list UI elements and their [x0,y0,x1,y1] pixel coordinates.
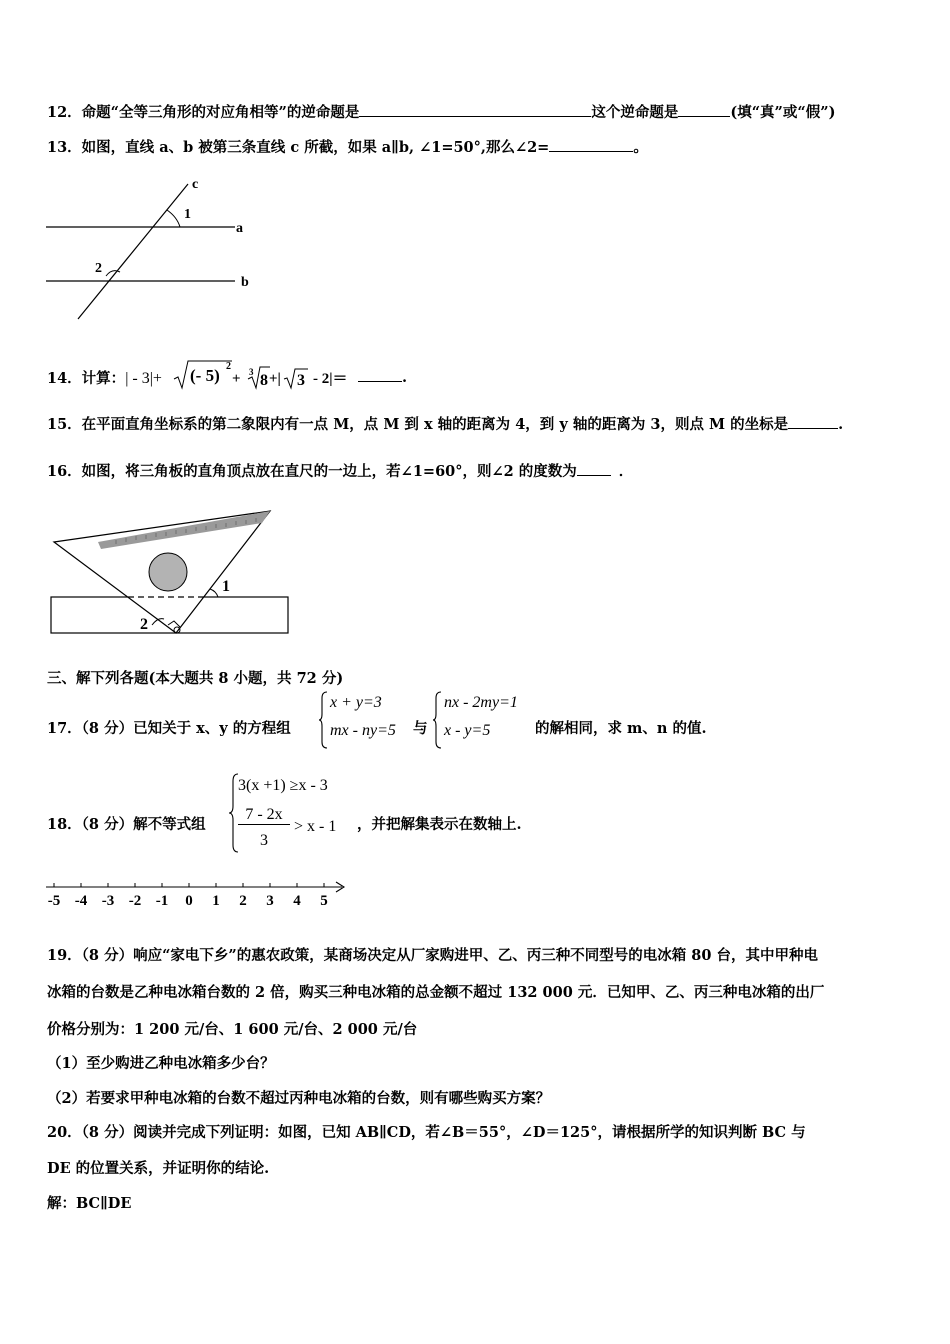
q18-text-a: 18．（8 分）解不等式组 [47,816,206,833]
q17-sys2-row2: x - y=5 [444,722,491,739]
q16-figure [46,505,296,640]
q18-frac-den: 3 [260,832,268,849]
q14-expr-1: | - 3|+ [125,370,162,387]
q14-exponent: 2 [226,361,231,372]
q13-text-b: 。 [633,139,648,156]
q20-answer: 解：BC∥DE [47,1195,132,1212]
q12-text-a: 12．命题“全等三角形的对应角相等”的逆命题是 [47,104,360,121]
axis-tick-label: -3 [101,893,115,909]
q15 [47,413,843,434]
q17-with: 与 [413,720,428,737]
q19-sub2: （2）若要求甲种电冰箱的台数不超过丙种电冰箱的台数，则有哪些购买方案？ [47,1090,551,1107]
q19-line3: 价格分别为：1 200 元/台、1 600 元/台、2 000 元/台 [47,1021,418,1038]
q14-cube-radicand: 8 [260,372,268,389]
label-2: 2 [140,616,148,633]
q14-expr-3: - 2|＝ [313,371,348,387]
axis-tick-label: -2 [128,893,142,909]
q20-line2: DE 的位置关系，并证明你的结论. [47,1160,270,1177]
q14-cube-index: 3 [249,367,254,377]
q15-blank[interactable] [788,414,838,429]
axis-tick-label: 1 [212,893,220,909]
q13-text-a: 13．如图，直线 a、b 被第三条直线 c 所截，如果 a∥b, ∠1=50°,那么∠2= [47,139,550,156]
q12-text-b: 这个逆命题是 [591,104,679,121]
label-a: a [236,221,243,236]
q20-line1: 20．（8 分）阅读并完成下列证明：如图，已知 AB∥CD，若∠B＝55°，∠D＝125°，请根据所学的知识判断 BC 与 [47,1124,806,1141]
q14-radicand: (- 5) [190,366,220,385]
q17-sys1-row2: mx - ny=5 [330,722,396,739]
angle-1-arc [210,589,218,597]
q14-radicals [172,355,372,395]
q14-end: . [402,369,408,386]
label-1: 1 [222,578,230,595]
axis-tick-label: 2 [239,893,247,909]
q17-system-2 [432,690,542,750]
axis-tick-label: 0 [185,893,193,909]
q14-expr-2: +| [269,371,281,387]
section-heading: 三、解下列各题(本大题共 8 小题，共 72 分) [47,670,344,687]
line-c [78,184,188,319]
q14 [47,367,162,391]
label-b: b [241,275,249,290]
q14-plus1: + [232,371,241,387]
angle-1-arc [167,210,180,227]
q17-sys1-row1: x + y=3 [330,694,382,711]
q14-sqrt3: 3 [297,372,305,389]
circle-hole [149,553,187,591]
q17-text-a: 17．（8 分）已知关于 x、y 的方程组 [47,720,291,737]
q17-system-1 [318,690,418,750]
label-1: 1 [184,207,191,222]
axis-tick-label: 3 [266,893,274,909]
axis-tick-label: -1 [155,893,169,909]
q18-row1: 3(x +1) ≥x - 3 [238,777,328,794]
q15-text-b: . [838,416,844,433]
q12-blank-1[interactable] [359,102,591,117]
q19-line1: 19．（8 分）响应“家电下乡”的惠农政策，某商场决定从厂家购进甲、乙、丙三种不同型号的电冰箱 80 台，其中甲种电 [47,947,819,964]
q12-blank-2[interactable] [678,102,730,117]
q18-row2-rest: > x - 1 [294,818,337,835]
q16-text-a: 16．如图，将三角板的直角顶点放在直尺的一边上，若∠1=60°，则∠2 的度数为 [47,463,577,480]
q12-text-c: (填“真”或“假”) [730,104,836,121]
q12 [47,101,835,122]
q14-blank[interactable] [358,367,402,382]
q14-prefix: 14．计算： [47,370,126,387]
q16-text-b: ． [618,463,634,480]
q13 [47,136,648,157]
q15-text-a: 15．在平面直角坐标系的第二象限内有一点 M，点 M 到 x 轴的距离为 4，到 y 轴的距离为 3，则点 M 的坐标是 [47,416,789,433]
q17-text-b: 的解相同，求 m、n 的值. [535,720,707,737]
axis-tick-label: 4 [293,893,301,909]
label-2: 2 [95,261,102,276]
q16 [47,460,633,481]
axis-tick-label: -4 [74,893,88,909]
q18-system [228,772,368,854]
axis-tick-label: 5 [320,893,328,909]
q13-figure [40,172,270,327]
q19-line2: 冰箱的台数是乙种电冰箱台数的 2 倍，购买三种电冰箱的总金额不超过 132 000 元．已知甲、乙、丙三种电冰箱的出厂 [47,984,825,1001]
q17-sys2-row1: nx - 2my=1 [444,694,518,711]
label-c: c [192,177,199,192]
q13-blank[interactable] [549,137,633,152]
q16-blank[interactable] [577,461,611,476]
q18-text-b: ，并把解集表示在数轴上. [357,816,522,833]
q18-frac-num: 7 - 2x [238,806,290,825]
q19-sub1: （1）至少购进乙种电冰箱多少台？ [47,1055,275,1072]
axis-tick-label: -5 [47,893,61,909]
q14-answer [358,367,407,386]
number-line [46,876,356,912]
